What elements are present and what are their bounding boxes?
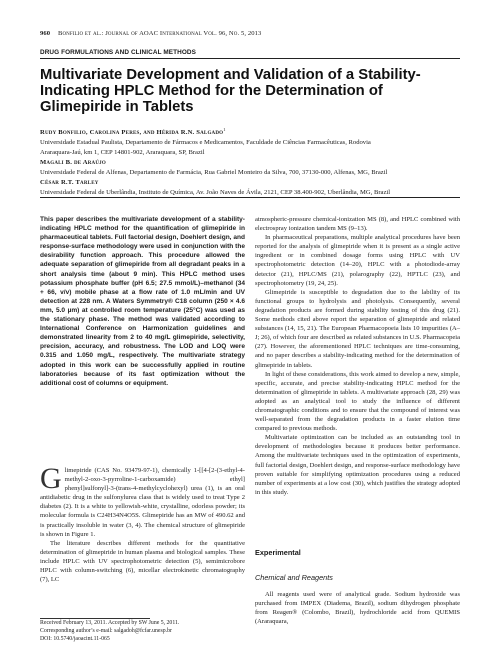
authors-group-1: Rudy Bonfilio, Carolina Peres, and Hérida R.N. Salgado <box>40 129 224 137</box>
corresponding-note: Corresponding author’s e-mail: salgadoh@fcfar.unesp.br <box>40 627 172 634</box>
footnote-rule <box>40 618 150 619</box>
section-label: DRUG FORMULATIONS AND CLINICAL METHODS <box>40 49 196 56</box>
abstract-rule <box>40 197 460 198</box>
affiliation-1b: Araraquara-Jaú, km 1, CEP 14801-902, Araraquara, SP, Brazil <box>40 149 205 156</box>
intro-paragraph-2: The literature describes different methods for the quantitative determination of glimepiride in human plasma and biological samples. These include HPLC with UV spectrophotometric detection (5), semimicrobore HPLC with column-switching (6), micellar electrokinetic chromatography (7), LC <box>40 539 245 584</box>
received-note: Received February 13, 2011. Accepted by SW June 5, 2011. <box>40 620 180 626</box>
doi-note: DOI: 10.5740/jaoacint.11-065 <box>40 635 110 642</box>
footnotes <box>40 620 245 643</box>
drop-cap: G <box>40 462 62 495</box>
corresponding-mark: 1 <box>223 127 226 132</box>
right-paragraph-3: Glimepiride is susceptible to degradation due to the lability of its functional groups to hydrolysis and photolysis. Consequently, several degradation products are formed during stability testing of this drug (21). Some methods cited above report the separation of glimepiride and related substances (14, 15, 21). The European Pharmacopoeia lists 10 impurities (A–J; 26), of which four are described as related substances in U.S. Pharmacopeia (27). However, the aforementioned HPLC techniques are time-consuming, and no paper describes a stability-indicating method for the determination of glimepiride in tablets. <box>255 288 460 369</box>
page-number: 960 <box>40 30 51 37</box>
affiliation-3: Universidade Federal de Uberlândia, Instituto de Química, Av. João Naves de Ávila, 2121, CEP 38.400-902, Uberlândia, MG, Brazil <box>40 188 391 196</box>
affiliation-2: Universidade Federal de Alfenas, Departamento de Farmácia, Rua Gabriel Monteiro da Silva, 700, 37130-000, Alfenas, MG, Brazil <box>40 168 388 176</box>
authors-group-2: Magali B. de Araújo <box>40 158 106 166</box>
header-rule <box>40 58 460 59</box>
right-paragraph-4: In light of these considerations, this work aimed to develop a new, simple, specific, accurate, and precise stability-indicating HPLC method for the determination of glimepiride in tablets. A multivariate approach (28, 29) was adopted as an analytical tool to study the influence of different chromatographic conditions and to ensure that the compound of interest was well-separated from the degradation products in a faster elution time compared to previous methods. <box>255 370 460 433</box>
reagents-paragraph <box>255 590 460 626</box>
introduction <box>40 462 245 584</box>
right-paragraph-5: Multivariate optimization can be included as an outstanding tool in development of methodologies because it produces better performance. Among the multivariate techniques used in the optimization of experiments, full factorial design, Doehlert design, and response-surface methodology have proven suitable for simplifying optimization procedures using a reduced number of experiments at a low cost (30), which justifies the strategy adopted in this study. <box>255 434 460 496</box>
authors-group-3: César R.T. Tarley <box>40 178 99 186</box>
chemicals-heading: Chemical and Reagents <box>255 573 333 582</box>
experimental-heading: Experimental <box>255 548 301 557</box>
article-title: Multivariate Development and Validation of a Stability-Indicating HPLC Method for the Determination of Glimepiride in Tablets <box>40 67 421 115</box>
author-affiliations <box>40 125 480 198</box>
running-head <box>40 30 261 37</box>
journal-citation: Bonfilio et al.: Journal of AOAC International Vol. 96, No. 5, 2013 <box>57 30 262 37</box>
reagents-text: All reagents used were of analytical grade. Sodium hydroxide was purchased from IMPEX (Diadema, Brazil), sodium dihydrogen phosphate from Reagen® (Colombo, Brazil), hydrochloride acid from QUEMIS (Araraquara, <box>255 591 460 626</box>
intro-paragraph-1: limepiride (CAS No. 93479-97-1), chemically 1-[[4-[2-(3-ethyl-4-methyl-2-oxo-3-pyrroline-1-carboxamide) ethyl] phenyl]sulfonyl]-3-(trans-4-methylcyclohexyl) urea (1), is an oral antidiabetic drug in the sulfonylurea class that is widely used to treat Type 2 diabetes (2). It is a white to yellowish-white, crystalline, odorless powder; its molecular formula is C24H34N4O5S. Glimepiride has an MW of 490.62 and is practically insoluble in water (3, 4). The chemical structure of glimepiride is shown in Figure 1. <box>40 467 245 538</box>
abstract: This paper describes the multivariate development of a stability-indicating HPLC method for the quantification of glimepiride in pharmaceutical tablets. Full factorial design, Doehlert design, and response-surface methodology were used in conjunction with the desirability function approach. This procedure allowed the adequate separation of glimepiride from all degradant peaks in a short analysis time (about 9 min). This HPLC method uses potassium phosphate buffer (pH 6.5; 27.5 mmol/L)–methanol (34 + 66, v/v) mobile phase at a flow rate of 1.0 mL/min and UV detection at 228 nm. A Waters Symmetry® C18 column (250 × 4.6 mm, 5.0 µm) at controlled room temperature (25°C) was used as the stationary phase. The method was validated according to International Conference on Harmonization guidelines and demonstrated linearity from 2 to 40 mg/L glimepiride, selectivity, precision, accuracy, and robustness. The LOD and LOQ were 0.315 and 1.050 mg/L, respectively. The multivariate strategy adopted in this work can be successfully applied in routine laboratories because of its fast optimization without the additional cost of columns or equipment. <box>40 216 245 387</box>
right-column-text <box>255 215 460 497</box>
right-paragraph-1: atmospheric-pressure chemical-ionization MS (8), and HPLC combined with electrospray ionization tandem MS (9–13). <box>255 216 460 233</box>
affiliation-1a: Universidade Estadual Paulista, Departamento de Fármacos e Medicamentos, Faculdade de Ciências Farmacêuticas, Rodovia <box>40 139 371 147</box>
right-paragraph-2: In pharmaceutical preparations, multiple analytical procedures have been reported for the analysis of glimepiride when it is present as a single active ingredient or in combined dosage forms using HPLC with UV spectrophotometric detection (14–20), HPLC with a photodiode-array detector (21), HPLC/MS (21), polarography (22), HPTLC (23), and spectrophotometry (19, 24, 25). <box>255 234 460 287</box>
